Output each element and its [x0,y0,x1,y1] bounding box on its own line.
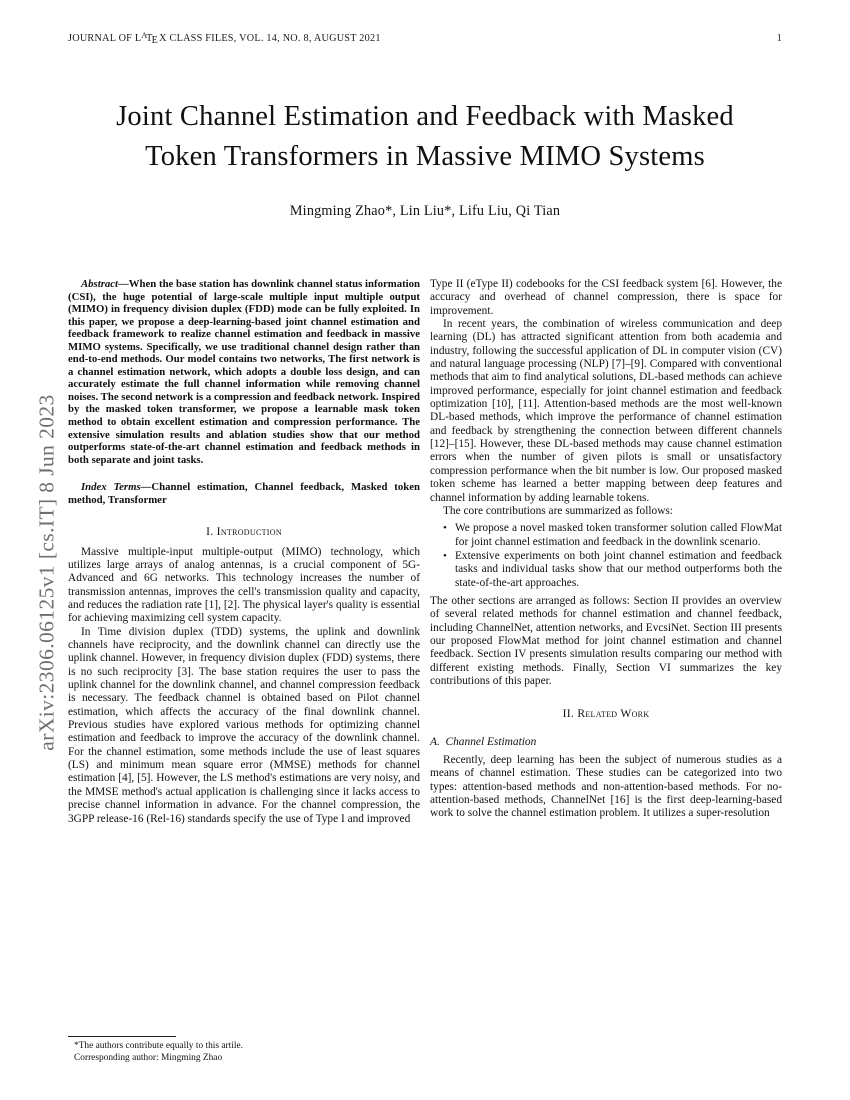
footnote-line: Corresponding author: Mingming Zhao [74,1052,223,1063]
section-numeral: I. [206,525,214,539]
subsection-title: Channel Estimation [445,735,537,748]
section-title: Introduction [216,525,282,539]
index-terms-lead: Index Terms— [81,481,152,494]
paragraph: The other sections are arranged as follows: Section II provides an overview of several related methods for channel estimation and channel feedback, including ChannelNet, attention networks, and EvcsiNet. Section III presents our proposed FlowMat method for joint channel estimation and channel feedback. Section IV presents simulation results comparing our method with different existing methods. Finally, Section VI summarizes the key contributions of this paper. [430,594,782,687]
journal-prefix: JOURNAL OF [68,33,135,44]
footnote-block [68,1036,420,1064]
journal-reference [68,31,381,47]
section-numeral: II. [562,707,575,721]
section-heading-related-work [430,707,782,720]
page-number: 1 [776,33,782,44]
latex-logo: $L^ATEX$ [134,31,167,47]
subsection-heading-channel-estimation [430,736,782,749]
contributions-list [430,522,782,590]
arxiv-identifier-stamp: arXiv:2306.06125v1 [cs.IT] 8 Jun 2023 [34,394,59,751]
paragraph: Recently, deep learning has been the subject of numerous studies as a means of channel estimation. These studies can be categorized into two types: attention-based methods and non-attention-based methods. For no-attention-based methods, ChannelNet [16] is the first deep-learning-based work to solve the channel estimation problem. It utilizes a super-resolution [430,754,782,820]
journal-suffix: CLASS FILES, VOL. 14, NO. 8, AUGUST 2021 [166,33,381,44]
paragraph: Massive multiple-input multiple-output (MIMO) technology, which utilizes large arrays of analog antennas, is a crucial component of 5G-Advanced and 6G networks. This technology increases the number of transmission antennas, improves the cell's transmission quality and capacity, and reduces the radiation rate [1], [2]. The physical layer's quality is essential for achieving maximizing cell system capacity. [68,545,420,625]
index-terms [68,481,420,506]
subsection-label: A. [430,735,440,748]
footnote-line: *The authors contribute equally to this artile. [74,1041,243,1051]
paragraph: In recent years, the combination of wireless communication and deep learning (DL) has attracted significant attention from both academia and industry, following the successful application of DL in computer vision (CV) and natural language processing (NLP) [7]–[9]. Compared with conventional methods that aim to find analytical solutions, DL-based methods can achieve improved performance, especially for joint channel estimation and feedback optimization [10], [11]. Attention-based methods are the most well-known DL-based methods, which improve the performance of channel estimation and feedback by strengthening the connection between different channels [12]–[15]. However, these DL-based methods may cause channel estimation errors when the number of given pilots is small or unsatisfactory compression performance when the bit number is low. Our proposed masked token scheme has learned a better mapping between deep features and channel information by adding learnable tokens. [430,318,782,504]
left-column [68,278,420,826]
running-head [68,31,782,47]
paragraph: Type II (eType II) codebooks for the CSI feedback system [6]. However, the accuracy and overhead of channel compression, there is space for improvement. [430,278,782,317]
author-list: Mingming Zhao*, Lin Liu*, Lifu Liu, Qi Tian [289,203,561,219]
abstract-body: When the base station has downlink channel status information (CSI), the huge potential of large-scale multiple input multiple output (MIMO) in frequency division duplex (FDD) mode can be fully exploited. In this paper, we propose a deep-learning-based joint channel estimation and feedback framework to realize channel estimation and feedback in massive MIMO systems. Specifically, we use traditional channel design rather than end-to-end methods. Our model contains two networks, The first network is a channel estimation network, which adopts a double loss design, and can accurately estimate the full channel information while removing channel noises. The second network is a compression and feedback network. Inspired by the masked token transformer, we propose a learnable mask token method to obtain excellent estimation and compression performance. The extensive simulation results and ablation studies show that our method outperforms state-of-the-art channel estimation and feedback methods in both separate and joint tasks. [68,278,420,466]
abstract [68,278,420,466]
page-title: Joint Channel Estimation and Feedback with Masked Token Transformers in Massive MIMO Systems [116,101,734,173]
abstract-lead: Abstract— [81,278,129,290]
footnote-rule [68,1036,176,1037]
index-terms-body: Channel estimation, Channel feedback, Masked token method, Transformer [68,481,420,506]
list-item: • We propose a novel masked token transformer solution called FlowMat for joint channel estimation and feedback in the downlink scenario. [455,522,782,549]
paragraph: In Time division duplex (TDD) systems, the uplink and downlink channels have reciprocity, and the downlink channel can directly use the uplink channel. However, in frequency division duplex (FDD) systems, there is no such reciprocity [3]. The base station requires the user to pass the uplink channel for the downlink channel, and channel compression feedback is necessary. The feedback channel is obtained based on Pilot channel estimation, which affects the accuracy of the final downlink channel. Previous studies have explored various methods for optimizing channel estimation and feedback to improve the accuracy of the downlink channel. For the channel estimation, some methods include the use of least squares (LS) and minimum mean square error (MMSE) methods for channel estimation [4], [5]. However, the LS method's estimations are very noisy, and the MMSE method's actual application is challenging since it lacks access to precise channel information in advance. For the channel compression, the 3GPP release-16 (Rel-16) standards specify the use of Type I and improved [68,625,420,825]
section-heading-introduction [68,525,420,538]
list-item: • Extensive experiments on both joint channel estimation and feedback tasks and individual tasks show that our method outperforms both the state-of-the-art approaches. [455,550,782,590]
paragraph: The core contributions are summarized as follows: [443,504,673,517]
section-title: Related Work [577,707,650,721]
right-column [430,278,782,821]
